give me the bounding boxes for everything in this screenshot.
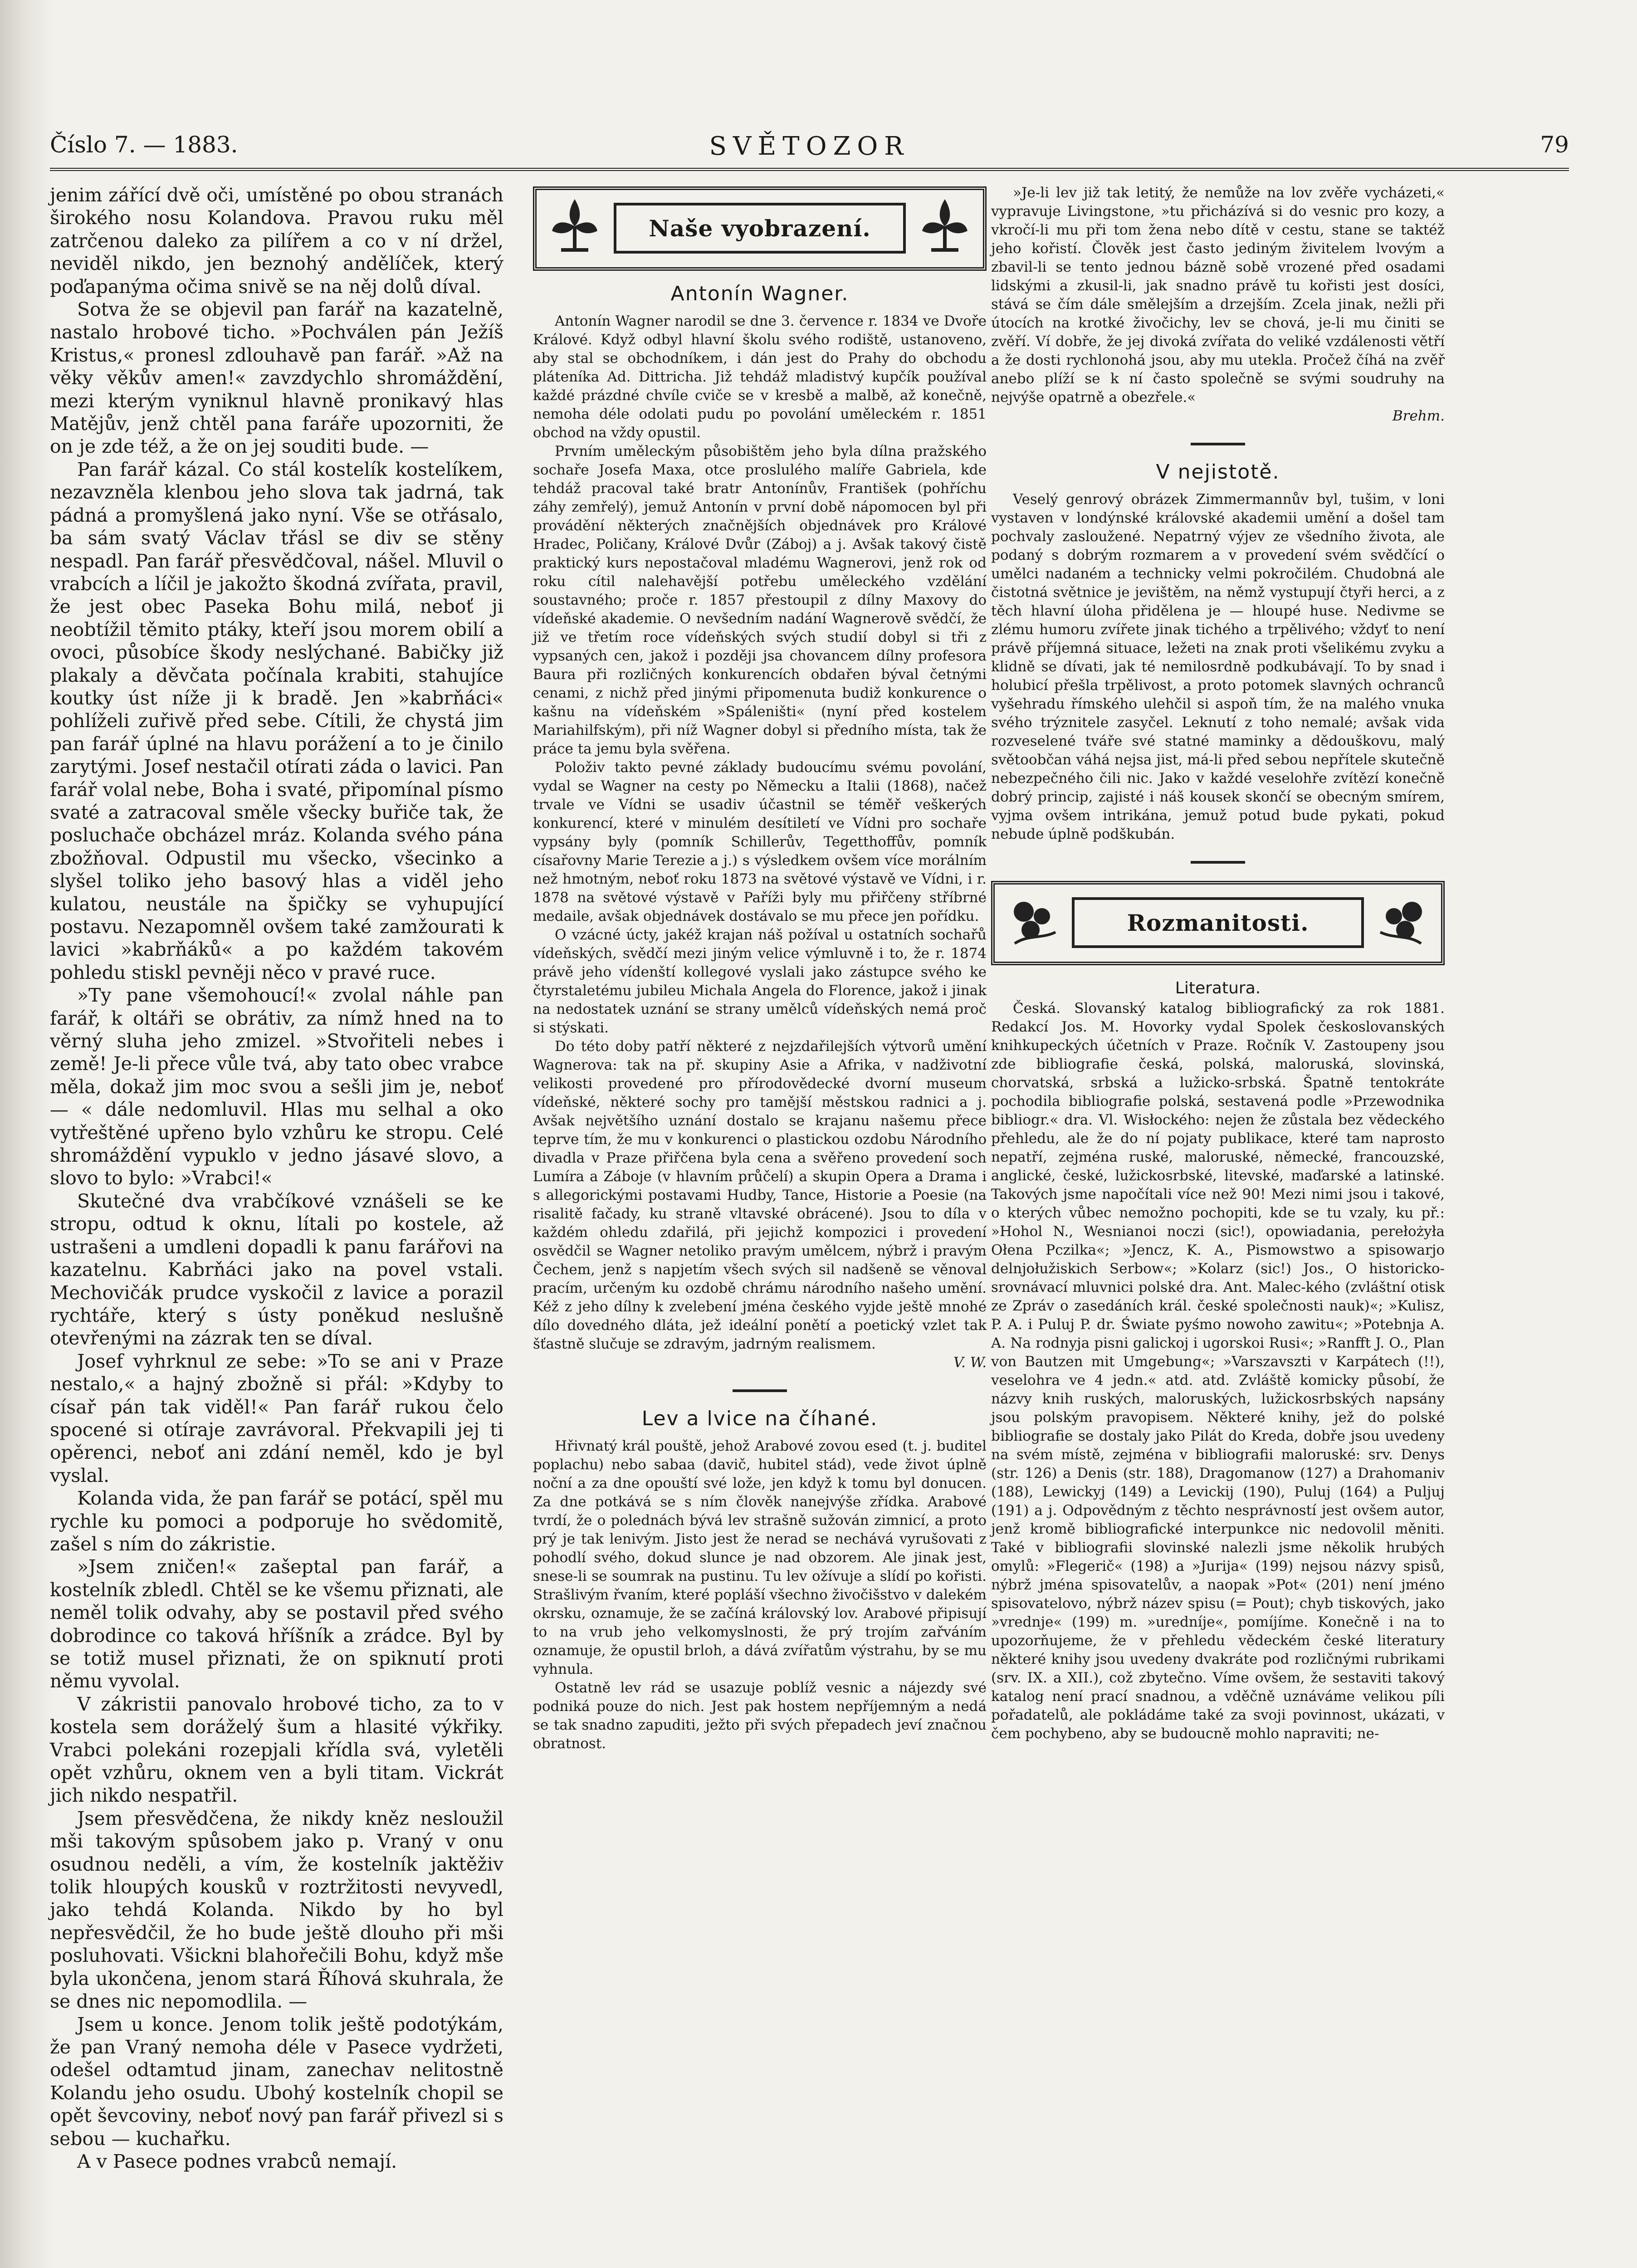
column-3	[991, 184, 1445, 1743]
paragraph: Ostatně lev rád se usazuje poblíž vesnic a nájezdy své podniká pouze do nich. Jest pak hostem nepříjemným a nedá se tak snadno zapuditi, ježto při svých přepadech jeví značnou obratnost.	[533, 1680, 987, 1752]
paragraph: Kolanda vida, že pan farář se potácí, spěl mu rychle ku pomoci a podporuje ho svědomitě, zašel s ním do zákristie.	[50, 1487, 503, 1555]
paragraph: Veselý genrový obrázek Zimmermannův byl, tušim, v loni vystaven v londýnské královské akademii umění a došel tam pochvaly zasloužené. Nepatrný výjev ze všedního života, ale podaný s dobrým rozmarem a v provedení svém svědčící o umělci nadaném a technicky velmi pokročilém. Chudobná ale čistotná světnice je jevištěm, na němž vystupují čtyři herci, a z těch hlavní úloha přidělena je — hloupé huse. Nedivme se zlému humoru zvířete jinak tichého a trpělivého; vždyť to není právě příjemná situace, ležeti na znak proti všelikému zvyku a klidně se dívati, jak té nemilosrdně podkubávají. To by snad i holubicí přešla trpělivost, a proto potomek slavných ochranců vyšehradu římského ulehčil si aspoň tím, že na malého vnuka svého trýznitele zasyčel. Leknutí z toho nemalé; avšak vida rozveselené tváře své statné maminky a dědouškovu, malý světoobčan váhá nejsa jist, má-li před sebou nepřítele skutečně nebezpečného čili nic. Jako v každé veselohře zvítězí konečně dobrý princip, zajisté i náš kousek skončí se obecným smírem, vyjma ovšem intrikána, jemuž potud bude pykati, pokud nebude úplně podškubán.	[991, 491, 1445, 842]
paragraph: O vzácné úcty, jakéž krajan náš požíval u ostatních sochařů vídeňských, svědčí mezi jiným velice výmluvně i to, že r. 1874 právě jeho vídenští kollegové vyslali jako zástupce svého ke čtyrstaletému jubileu Michala Angela do Florence, jakož i jinak na nedostatek uznání se strany umělců vídeňských nemá proč si stýskati.	[533, 927, 987, 1036]
header-rule	[50, 168, 1569, 171]
paragraph: »Je-li lev již tak letitý, že nemůže na lov zvěře vycházeti,« vypravuje Livingstone, »tu přicházívá si do vesnic pro kozy, a vkročí-li mu při tom žena nebo dítě v cestu, stane se taktéž jeho kořistí. Člověk jest často jediným živitelem lvovým a zbavil-li se tento jednou bázně sobě vrozené před osadami lidskými a zkusil-li, jak snadno právě tu kořisti jest dosíci, stává se čím dále smělejším a drzejším. Zcela jinak, nežli při útocích na krotké živočichy, lev se chová, je-li mu činiti se zvěří. Ví dobře, že jej divoká zvířata do veliké vzdálenosti větří a že dosti rychlonohá jsou, aby mu utekla. Pročež číhá na zvěř anebo plíží se k ní často společně se svými soudruhy na nejvýše opatrně a obezřele.«	[991, 185, 1445, 406]
paragraph: Jsem přesvědčena, že nikdy kněz nesloužil mši takovým spůsobem jako p. Vraný v onu osudnou neděli, a vím, že kostelník jaktěživ tolik hloupých kousků v roztržitosti nevyvedl, jako tehdá Kolanda. Nikdo by ho byl nepřesvědčil, že ho bude ještě dlouho při mši posluhovati. Všickni blahořečili Bohu, když mše byla ukončena, jenom stará Říhová skuhrala, že se dnes nic nepomodlila. —	[50, 1807, 503, 2013]
paragraph: »Ty pane všemohoucí!« zvolal náhle pan farář, k oltáři se obrátiv, za nímž hned na to věrný sluha jeho zmizel. »Stvořiteli nebes i země! Je-li přece vůle tvá, aby tato obec vrabce měla, dokaž jim moc svou a sešli jim je, neboť — « dále nedomluvil. Hlas mu selhal a oko vytřeštěné upřeno bylo vzhůru ke stropu. Celé shromáždění vypuklo v jedno jásavé slovo, a slovo to bylo: »Vrabci!«	[50, 984, 503, 1189]
paragraph: Do této doby patří některé z nejzdařilejších výtvorů umění Wagnerova: tak na př. skupiny Asie a Afrika, v nadživotní velikosti provedené pro přírodovědecké dvorní museum vídeňské, některé sochy pro tamější městskou radnici a j. Avšak největšího uznání dostalo se krajanu našemu přece teprve tím, že mu v konkurenci o plastickou ozdobu Národního divadla v Praze přiřčena byla cena a svěřeno provedení soch Lumíra a Záboje (v hlavním průčelí) a skupin Opera a Drama i s allegorickými postavami Hudby, Tance, Historie a Poesie (na risalitě fačady, ku straně vltavské obrácené). Jsou to díla v každém ohledu zdařilá, při jejichž kompozici i provedení osvědčil se Wagner netoliko pravým umělcem, nýbrž i pravým Čechem, jenž s napjetím všech svých sil nadšeně se věnoval pracím, určeným ku ozdobě chrámu národního našeho umění. Kéž z jeho dílny k zvelebení jména českého vyjde ještě mnohé dílo dovedného dláta, jež ideální ponětí a poetický vzlet tak šťastně slučuje se zdravým, jadrným realismem.	[533, 1038, 987, 1352]
article-title: Antonín Wagner.	[670, 282, 849, 305]
section-banner-label: Naše vyobrazení.	[614, 203, 906, 254]
column-2	[533, 184, 987, 1753]
floral-ornament-icon	[1376, 889, 1430, 950]
floral-ornament-icon	[1006, 889, 1060, 950]
paragraph: Hřivnatý král pouště, jehož Arabové zovou esed (t. j. buditel poplachu) nebo sabaa (davič, hubitel stád), vede život úplně noční a za dne opouští své lože, jen když k tomu byl donucen. Za dne potkává se s ním člověk nanejvýše zřídka. Arabové tvrdí, že o polednách bývá lev strašně sužován zimnicí, a proto prý je tak lenivým. Jisto jest že nerad se nechává vyrušovati z pohodlí svého, dokud slunce je nad obzorem. Ale jinak jest, snese-li se soumrak na pustinu. Tu lev ožívuje a slídí po kořisti. Strašlivým řvaním, které popláší všechno živočišstvo v dalekém okrsku, oznamuje, že se začíná královský lov. Arabové připisují to na vrub jeho velkomyslnosti, že prý trojím zařváním oznamuje, že opustil brloh, a dává zvířatům výstrahu, by se mu vyhnula.	[533, 1438, 987, 1677]
paragraph: Položiv takto pevné základy budoucímu svému povolání, vydal se Wagner na cesty po Německu a Italii (1868), načež trvale ve Vídni se usadiv účastnil se téměř veškerých konkurencí, které v minulém desítiletí ve Vídni pro sochaře vypsány byly (pomník Schillerův, Tegetthoffův, pomník císařovny Marie Terezie a j.) s výsledkem ovšem více morálním než hmotným, neboť roku 1873 na světové výstavě ve Vídni, i r. 1878 na světové výstavě v Paříži byly mu přiřčeny stříbrné medaile, avšak objednávek dostávalo se mu přece jen pořídku.	[533, 759, 987, 924]
section-divider	[1191, 443, 1245, 445]
paragraph: Pan farář kázal. Co stál kostelík kostelíkem, nezavzněla klenbou jeho slova tak jadrná, tak pádná a promyšlená jako nyní. Vše se otřásalo, ba sám svatý Václav třásl se div se stěny nespadl. Pan farář přesvědčoval, nášel. Mluvil o vrabcích a líčil je jakožto škodná zvířata, pravil, že jest obec Paseka Bohu milá, neboť ji neobtížil těmito ptáky, kteří jsou morem obilí a ovoci, působíce škody neslýchané. Babičky již plakaly a děvčata počínala krabiti, stahujíce koutky úst níže ji k bradě. Jen »kabrňáci« pohlíželi zuřivě před sebe. Cítili, že chystá jim pan farář úplné na hlavu porážení a to je činilo zarytými. Josef nestačil otírati záda o lavici. Pan farář volal nebe, Boha i svaté, připomínal písmo svaté a zatracoval směle všecky buřiče tak, že posluchače obcházel mráz. Kolanda svého pána zbožňoval. Odpustil mu všecko, všecinko a slyšel toliko jeho basový hlas a viděl jeho kulatou, neustále na špičky se vyhupující postavu. Nezapomněl ovšem také zamžourati k lavici »kabrňáků« a po každém takovém pohledu stiskl pevněji něco v pravé ruce.	[50, 458, 503, 983]
masthead-title: SVĚTOZOR	[709, 132, 910, 161]
paragraph: V zákristii panovalo hrobové ticho, za to v kostela sem doráželý šum a hlasité výkřiky. Vrabci polekáni rozepjali křídla svá, vyletěli opět vzhůru, oknem ven a byli titam. Vickrát jich nikdo nespatřil.	[50, 1693, 503, 1807]
page-number: 79	[1540, 132, 1569, 158]
section-heading: Literatura.	[1175, 979, 1261, 997]
floral-ornament-icon	[918, 195, 972, 256]
section-banner-label: Rozmanitosti.	[1072, 897, 1364, 948]
paragraph: Antonín Wagner narodil se dne 3. července r. 1834 ve Dvoře Králové. Když odbyl hlavní školu svého rodiště, ustanoveno, aby stal se obchodníkem, i dán jest do Prahy do obchodu pláteníka Ad. Dittricha. Již tehdáž mladistvý kupčík používal každé prázdné chvíle cviče se v kresbě a malbě, až konečně, nemoha déle odolati pudu po povolání uměleckém r. 1851 obchod na vždy opustil.	[533, 313, 987, 441]
section-banner-rozmanitosti	[991, 881, 1445, 965]
column-1	[50, 184, 503, 2173]
paragraph: Prvním uměleckým působištěm jeho byla dílna pražského sochaře Josefa Maxa, otce proslulého malíře Gabriela, kde tehdáž pracoval také bratr Antonínův, František (pohříchu záhy zemřelý), jemuž Antonín v první době nápomocen byl při provádění některých značnějších objednávek pro Králové Hradec, Poličany, Králové Dvůr (Záboj) a j. Avšak takový čistě praktický kurs nepostačoval mladému Wagnerovi, jenž rok od roku cítil nalehavější potřebu uměleckého vzdělání soustavného; proče r. 1857 přestoupil z dílny Maxovy do vídeňské akademie. O nevšedním nadání Wagnerově svědčí, že již ve třetím roce vídeňských svých studií dobyl si tři z vypsaných cen, jakož i později jsa chovancem dílny profesora Baura při rozličných konkurencích obdařen býval četnými cenami, z nichž před jinými připomenuta budiž konkurence o kašnu na vídeňském »Spáleništi« (nyní před kostelem Mariahilfským), při níž Wagner dobyl si předního místa, tak že práce ta jemu byla svěřena.	[533, 443, 987, 757]
adjacent-page-edge	[0, 0, 54, 2268]
paragraph: Skutečné dva vrabčíkové vznášeli se ke stropu, odtud k oknu, lítali po kostele, až ustrašeni a umdleni dopadli k panu farářovi na kazatelnu. Kabrňáci jako na povel vstali. Mechovičák prudce vyskočil z lavice a porazil rychtáře, který s ústy poněkud neslušně otevřenými na zázrak ten se díval.	[50, 1190, 503, 1349]
paragraph: Jsem u konce. Jenom tolik ještě podotýkám, že pan Vraný nemoha déle v Pasece vydržeti, odešel odtamtud jinam, zanechav nelitostně Kolandu jeho osudu. Ubohý kostelník chopil se opět ševcoviny, neboť nový pan farář přivezl si s sebou — kuchařku.	[50, 2013, 503, 2150]
issue-number: Číslo 7. — 1883.	[50, 132, 238, 158]
article-title: Lev a lvice na číhané.	[641, 1407, 878, 1430]
section-banner-nase-vyobrazeni	[533, 186, 987, 271]
paragraph: A v Pasece podnes vrabců nemají.	[77, 2150, 397, 2172]
article-signature: V. W.	[953, 1354, 987, 1371]
article-title: V nejistotě.	[1156, 460, 1280, 484]
floral-ornament-icon	[547, 195, 602, 256]
paragraph: jenim zářící dvě oči, umístěné po obou stranách širokého nosu Kolandova. Pravou ruku měl zatrčenou daleko za pilířem a co v ní držel, neviděl nikdo, jen beznohý andělíček, který poďapanýma očima snivě se na něj dolů díval.	[50, 184, 503, 298]
paragraph: Česká. Slovanský katalog bibliografický za rok 1881. Redakcí Jos. M. Hovorky vydal Spolek českoslovanských knihkupeckých účetních v Praze. Ročník V. Zastoupeny jsou zde bibliografie česká, polská, maloruská, slovinská, chorvatská, srbská a lužicko-srbská. Špatně tentokráte pochodila bibliografie polská, sestavená podle »Przewodnika bibliogr.« dra. Vl. Wisłockého: nejen že zůstala bez vědeckého přehledu, ale že do ní pojaty publikace, které tam naprosto nepatří, zejména ruské, maloruské, německé, francouzské, anglické, české, lužickosrbské, litevské, maďarské a latinské. Takových jsme napočítali více než 90! Mezi nimi jsou i takové, o kterých vůbec nemožno pochopiti, kde se tu vzaly, ku př.: »Hohol N., Wesnianoi noczi (sic!), opowiadania, perełożyła Ołena Pczilka«; »Jencz, K. A., Pismowstwo a spisowarjo delnjołužiskich Serbow«; »Kolarz (sic!) Jos., O historicko-srovnávací mluvnici polské dra. Ant. Malec-kého (zvláštní otisk ze Zpráv o zasedáních král. české společnosti nauk)«; »Kulisz, P. A. i Puluj P. dr. Świate pyśmo nowoho zawitu«; »Potebnja A. A. Na rodnyja pisni galickoj i ugorskoi Rusi«; »Ranfft J. O., Plan von Bautzen mit Umgebung«; »Varszavszti v Karpátech (!!), veselohra ve 4 jedn.« atd. atd. Zvláště komicky působí, že názvy knih ruských, maloruských, lužickosrbských napsány jsou polským pravopisem. Některé knihy, jež do polské bibliografie se dostaly jako Pilát do Kreda, dobře jsou uvedeny na svém místě, zejména v bibliografii maloruské: srv. Denys (str. 126) a Denis (str. 188), Dragomanow (127) a Drahomaniv (188), Lewickyj (149) a Levickij (190), Puluj (164) a Puljuj (191) a j. Odpovědným z těchto nesprávností jest ovšem autor, jenž kromě bibliografické interpunkce nic nedovolil měniti. Také v bibliografii slovinské nalezli jsme několik hrubých omylů: »Flegerič« (198) a »Jurija« (199) nejsou názvy spisů, nýbrž jména spisovatelův, a naopak »Pot« (201) není jméno spisovatelovo, nýbrž název spisu (= Pout); chyb tiskových, jako »vrednje« (199) m. »uredníje«, pomíjíme. Konečně i na to upozorňujeme, že v přehledu vědeckém české literatury některé knihy jsou uvedeny dvakráte pod rozličnými rubrikami (srv. IX. a XII.), což zbytečno. Víme ovšem, že sestaviti takový katalog není prací snadnou, a vděčně uznáváme velikou píli pořadatelů, ale pokládáme také za svoji povinnost, ukázati, v čem pochybeno, aby se budoucně mohlo napraviti; ne-	[991, 1000, 1445, 1742]
page-header	[50, 132, 1569, 168]
paragraph: Sotva že se objevil pan farář na kazatelně, nastalo hrobové ticho. »Pochválen pán Ježíš Kristus,« pronesl zdlouhavě pan farář. »Až na věky věkův amen!« zavzdychlo shromáždění, mezi kterým vyniknul hlavně pronikavý hlas Matějův, jenž chtěl pana faráře upozorniti, že on je zde též, a že on jej souditi bude. —	[50, 298, 503, 458]
article-signature: Brehm.	[1392, 408, 1445, 424]
section-divider	[1191, 861, 1245, 864]
section-divider	[733, 1389, 787, 1392]
paragraph: Josef vyhrknul ze sebe: »To se ani v Praze nestalo,« a hajný zbožně si přál: »Kdyby to císař pán tak viděl!« Pan farář rukou čelo spocené si otíraje zavrávoral. Překvapili jej ti opěrenci, neboť ani zdání neměl, kdo je byl vyslal.	[50, 1350, 503, 1486]
paragraph: »Jsem zničen!« zašeptal pan farář, a kostelník zbledl. Chtěl se ke všemu přiznati, ale neměl tolik odvahy, aby se postavil před svého dobrodince co taková hříšník a zrádce. Byl by se totiž musel přiznati, že on spiknutí proti němu vyvolal.	[50, 1556, 503, 1692]
